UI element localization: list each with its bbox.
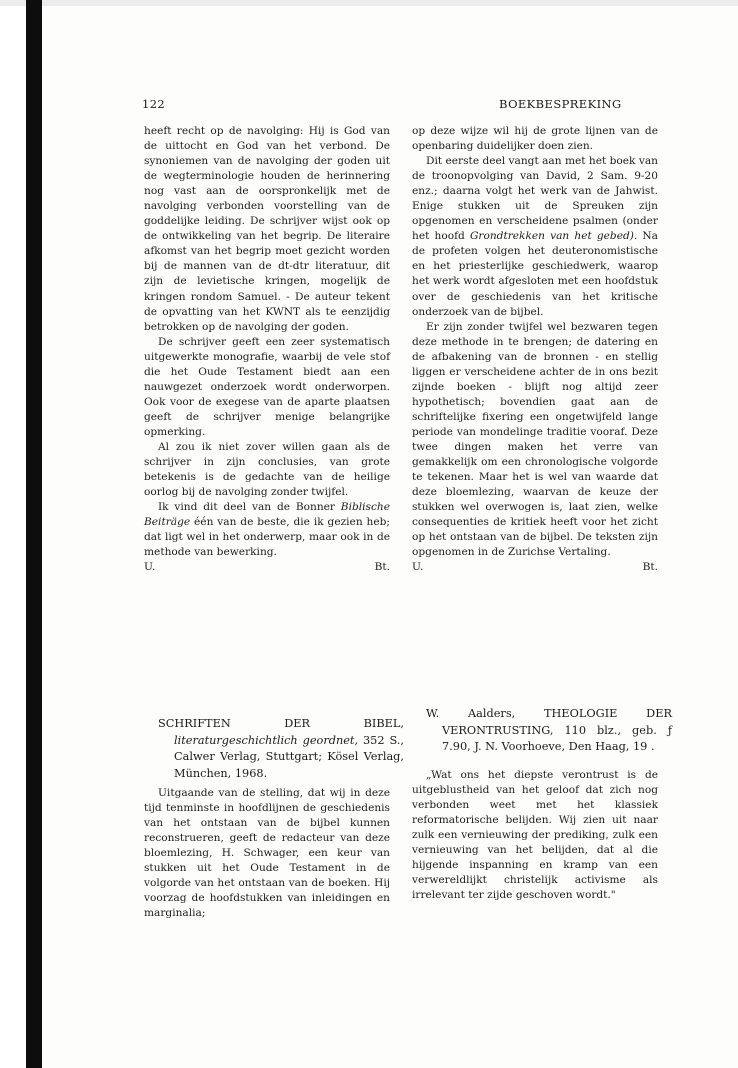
section-title: Grondtrekken van het gebed). — [469, 230, 638, 243]
page-number: 122 — [142, 97, 166, 111]
signature-initials: Bt. — [374, 561, 390, 574]
series-title: Biblische Beiträge — [144, 501, 390, 529]
paragraph: Dit eerste deel vangt aan met het boek van de troonopvolging van David, 2 Sam. 9-20 enz.; daarna volgt het werk van de Jahwist. Enige stukken uit de Spreuken zijn opgenomen en verscheidene psalmen (onder het hoofd Grondtrekken van het gebed). Na de profeten volgen het deuteronomistische en het priesterlijke geschiedwerk, waarop het werk wordt afgesloten met een hoofdstuk over de geschiedenis van het kritische onderzoek van de bijbel. — [412, 155, 658, 318]
review-body-aalders — [412, 768, 658, 903]
review-body-bibel — [144, 786, 390, 921]
signature-place: U. — [412, 561, 424, 574]
book-subtitle: literaturgeschichtlich geordnet, — [174, 733, 359, 747]
book-details: 352 S., Calwer Verlag, Stuttgart; Kösel Verlag, München, 1968. — [174, 733, 404, 780]
signature-initials: Bt. — [642, 561, 658, 574]
paragraph: Al zou ik niet zover willen gaan als de schrijver in zijn conclusies, van grote betekenis is de gedachte van de heilige oorlog bij de navolging zonder twijfel. — [144, 440, 390, 499]
paragraph: op deze wijze wil hij de grote lijnen van de openbaring duidelijker doen zien. — [412, 125, 658, 153]
book-reference-bibel — [158, 716, 404, 782]
running-title: BOEKBESPREKING — [499, 97, 622, 111]
signature-place: U. — [144, 561, 156, 574]
book-title: SCHRIFTEN DER BIBEL, — [158, 717, 404, 730]
reviewer-signature — [144, 560, 390, 575]
paragraph: heeft recht op de navolging: Hij is God van de uittocht en God van het verbond. De synoniemen van de navolging der goden uit de wegterminologie houden de herinnering nog vast aan de oorspronkelijk met de navolging verbonden voorstelling van de goddelijke leiding. De schrijver wijst ook op de ontwikkeling van het begrip. De literaire afkomst van het begrip moet gezicht worden bij de mannen van de dt-dtr literatuur, dit zijn de levietische kringen, mogelijk de kringen rondom Samuel. - De auteur tekent de opvatting van het KWNT als te eenzijdig betrokken op de navolging der goden. — [144, 125, 390, 333]
paragraph: „Wat ons het diepste verontrust is de uitgeblustheid van het geloof dat zich nog verbonden weet met het klassiek reformatorische belijden. Wij zien uit naar zulk een vernieuwing der prediking, zulk een vernieuwing van het belijden, dat al die hijgende inspanning en kramp van een verwereldlijkt christelijk activisme als irrelevant ter zijde geschoven wordt." — [412, 769, 658, 902]
paragraph: Ik vind dit deel van de Bonner Biblische Beiträge één van de beste, die ik gezien heb; dat ligt wel in het onderwerp, maar ook in de methode van bewerking. — [144, 501, 390, 559]
left-column-review-end — [144, 124, 390, 575]
paragraph: Uitgaande van de stelling, dat wij in deze tijd tenminste in hoofdlijnen de geschiedenis van het ontstaan van de bijbel kunnen reconstrueren, geeft de redacteur van deze bloemlezing, H. Schwager, een keur van stukken uit het Oude Testament in de volgorde van het ontstaan van de boeken. Hij voorzag de hoofdstukken van inleidingen en marginalia; — [144, 787, 390, 920]
scan-left-edge — [26, 0, 42, 1068]
reviewer-signature — [412, 560, 658, 575]
paragraph: Er zijn zonder twijfel wel bezwaren tegen deze methode in te brengen; de datering en de afbakening van de bronnen - en stellig liggen er verscheidene achter de in ons bezit zijnde boeken - blijft nog altijd zeer hypothetisch; bovendien gaat aan de schriftelijke fixering een ongetwijfeld lange periode van mondelinge traditie vooraf. Deze twee dingen maken het verre van gemakkelijk om een chronologische volgorde te tekenen. Maar het is wel van waarde dat deze bloemlezing, waarvan de keuze der stukken wel overwogen is, laat zien, welke consequenties de kritiek heeft voor het zicht op het ontstaan van de bijbel. De teksten zijn opgenomen in de Zurichse Vertaling. — [412, 320, 658, 559]
paragraph: De schrijver geeft een zeer systematisch uitgewerkte monografie, waarbij de vele stof die het Oude Testament biedt aan een nauwgezet onderzoek wordt onderworpen. Ook voor de exegese van de aparte plaatsen geeft de schrijver menige belangrijke opmerking. — [144, 335, 390, 438]
right-column-review-end — [412, 124, 658, 575]
book-reference-aalders: W. Aalders, THEOLOGIE DER VERONTRUSTING, 110 blz., geb. ƒ 7.90, J. N. Voorhoeve, Den Haag, 19 . — [426, 707, 672, 753]
